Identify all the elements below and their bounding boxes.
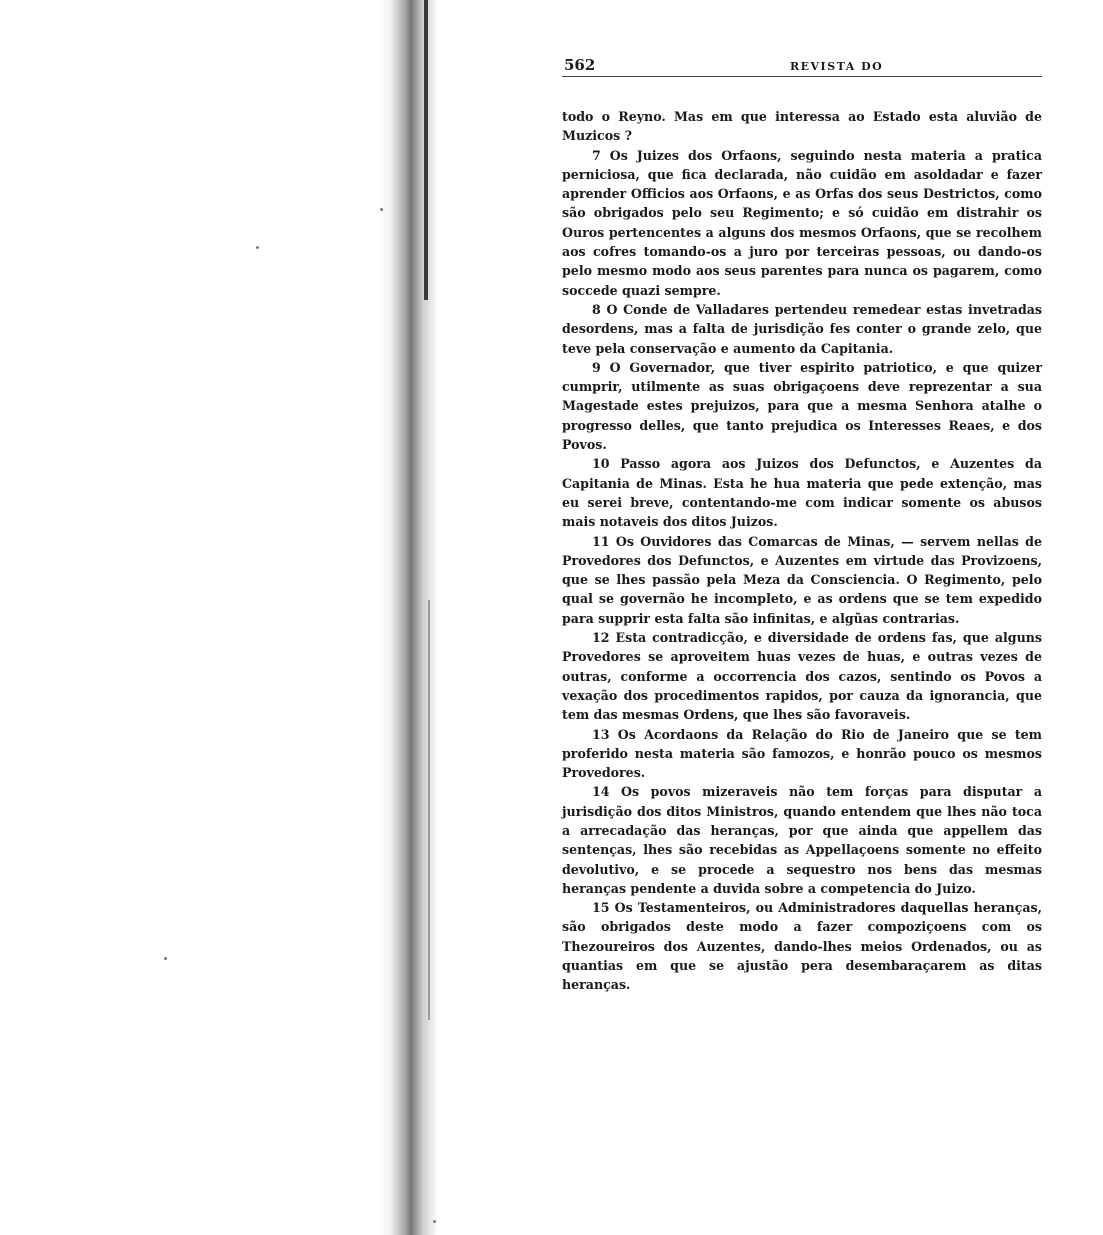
paper-speck <box>256 246 259 249</box>
paragraph: 14 Os povos mizeraveis não tem forças para disputar a jurisdição dos ditos Ministros, quando entendem que lhes não toca a arrecadação das heranças, por que ainda que appellem das sentenças, lhes são recebidas as Appellaçoens somente no effeito devolutivo, e se procede a sequestro nos bens das mesmas heranças pendente a duvida sobre a competencia do Juizo. <box>562 784 1042 896</box>
paragraph: 13 Os Acordaons da Relação do Rio de Janeiro que se tem proferido nesta materia são famozos, e honrão pouco os mesmos Provedores. <box>562 726 1042 781</box>
paragraph: 15 Os Testamenteiros, ou Administradores daquellas heranças, são obrigados deste modo a fazer compoziçoens com os Thezoureiros dos Auzentes, dando-lhes meios Ordenados, ou as quantias em que se ajustão pera desembaraçarem as ditas heranças. <box>562 900 1042 993</box>
paragraph: todo o Reyno. Mas em que interessa ao Estado esta aluvião de Muzicos ? <box>562 109 1042 144</box>
running-title: REVISTA DO <box>790 60 884 73</box>
paragraph: 11 Os Ouvidores das Comarcas de Minas, — servem nellas de Provedores dos Defunctos, e Auzentes em virtude das Provizoens, que se lhes passão pela Meza da Consciencia. O Regimento, pelo qual se governão he incompleto, e as ordens que se tem expedido para supprir esta falta são infinitas, e algũas contrarias. <box>562 533 1042 626</box>
binding-edge-line-lower <box>428 600 430 1020</box>
paper-speck <box>433 1220 436 1223</box>
paper-speck <box>164 957 167 960</box>
paragraph: 7 Os Juizes dos Orfaons, seguindo nesta materia a pratica perniciosa, que fica declarada, não cuidão em asoldadar e fazer aprender Officios aos Orfaons, e as Orfas dos seus Destrictos, como são obrigados pelo seu Regimento; e só cuidão em distrahir os Ouros pertencentes a alguns dos mesmos Orfaons, que se recolhem aos cofres tomando-os a juro por terceiras pessoas, ou dando-os pelo mesmo modo aos seus parentes para nunca os pagarem, como soccede quazi sempre. <box>562 147 1042 298</box>
page-header <box>562 52 1042 77</box>
body-text <box>562 107 1042 995</box>
document-page <box>562 52 1042 995</box>
paragraph: 10 Passo agora aos Juizos dos Defunctos, e Auzentes da Capitania de Minas. Esta he hua materia que pede extenção, mas eu serei breve, contentando-me com indicar somente os abusos mais notaveis dos ditos Juizos. <box>562 456 1042 530</box>
paragraph: 9 O Governador, que tiver espirito patriotico, e que quizer cumprir, utilmente as suas obrigaçoens deve reprezentar a sua Magestade estes prejuizos, para que a mesma Senhora atalhe o progresso delles, que tanto prejudica os Interesses Reaes, e dos Povos. <box>562 359 1042 453</box>
paragraph: 12 Esta contradicção, e diversidade de ordens fas, que alguns Provedores se aproveitem huas vezes de huas, e outras vezes de outras, conforme a occorrencia dos cazos, sentindo os Povos a vexação dos procedimentos rapidos, por cauza da ignorancia, que tem das mesmas Ordens, que lhes são favoraveis. <box>562 630 1042 723</box>
paragraph: 8 O Conde de Valladares pertendeu remedear estas invetradas desordens, mas a falta de jurisdição fes conter o grande zelo, que teve pela conservação e aumento da Capitania. <box>562 301 1042 356</box>
binding-edge-line <box>424 0 428 300</box>
paper-speck <box>380 208 383 211</box>
page-number: 562 <box>564 56 596 74</box>
